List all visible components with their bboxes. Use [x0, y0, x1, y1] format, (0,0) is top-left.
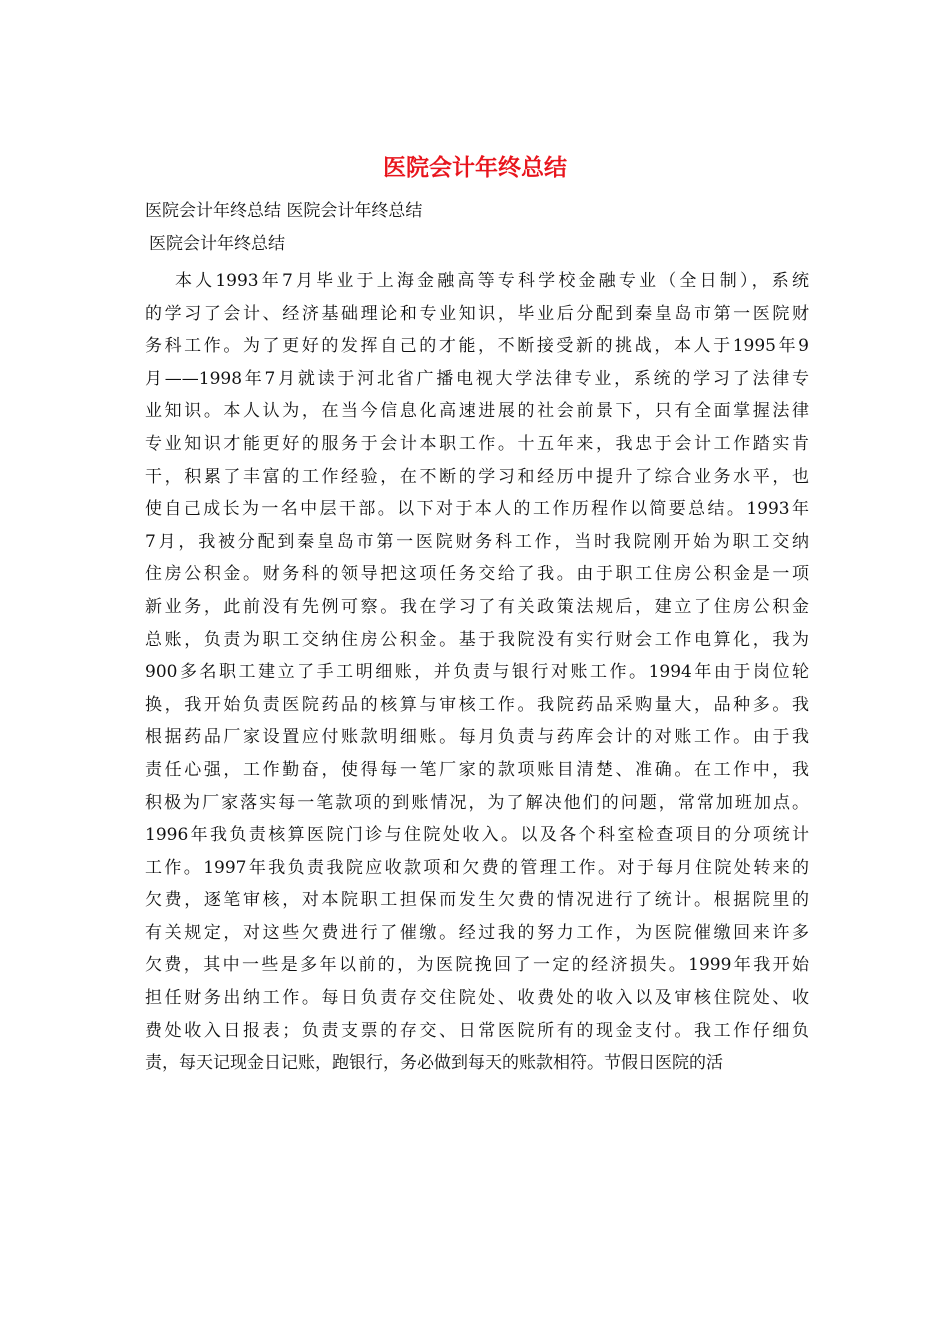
body-line: 有关规定，对这些欠费进行了催缴。经过我的努力工作，为医院催缴回来许多 — [145, 922, 809, 943]
subtitle-line-1: 医院会计年终总结 医院会计年终总结 — [145, 201, 423, 221]
body-line: 欠费，其中一些是多年以前的，为医院挽回了一定的经济损失。1999年我开始 — [145, 955, 809, 976]
body-paragraph — [145, 265, 809, 1080]
body-line: 责，每天记现金日记账，跑银行，务必做到每天的账款相符。节假日医院的活 — [145, 1053, 723, 1074]
body-line: 干，积累了丰富的工作经验，在不断的学习和经历中提升了综合业务水平，也 — [145, 466, 809, 487]
body-line: 积极为厂家落实每一笔款项的到账情况，为了解决他们的问题，常常加班加点。 — [145, 792, 809, 813]
body-line: 业知识。本人认为，在当今信息化高速进展的社会前景下，只有全面掌握法律 — [145, 401, 809, 422]
body-line: 费处收入日报表；负责支票的存交、日常医院所有的现金支付。我工作仔细负 — [145, 1020, 809, 1041]
document-title: 医院会计年终总结 — [383, 154, 567, 181]
body-line: 900多名职工建立了手工明细账，并负责与银行对账工作。1994年由于岗位轮 — [145, 662, 809, 683]
body-line: 的学习了会计、经济基础理论和专业知识，毕业后分配到秦皇岛市第一医院财 — [145, 303, 809, 324]
body-line: 责任心强，工作勤奋，使得每一笔厂家的款项账目清楚、准确。在工作中，我 — [145, 759, 809, 780]
body-line: 工作。1997年我负责我院应收款项和欠费的管理工作。对于每月住院处转来的 — [145, 857, 809, 878]
body-line: 住房公积金。财务科的领导把这项任务交给了我。由于职工住房公积金是一项 — [145, 564, 809, 585]
body-line: 换，我开始负责医院药品的核算与审核工作。我院药品采购量大，品种多。我 — [145, 694, 809, 715]
body-line: 欠费，逐笔审核，对本院职工担保而发生欠费的情况进行了统计。根据院里的 — [145, 890, 809, 911]
body-line: 使自己成长为一名中层干部。以下对于本人的工作历程作以简要总结。1993年 — [145, 499, 809, 520]
body-line: 本人1993年7月毕业于上海金融高等专科学校金融专业（全日制），系统 — [175, 271, 809, 291]
body-line: 担任财务出纳工作。每日负责存交住院处、收费处的收入以及审核住院处、收 — [145, 988, 809, 1009]
body-line: 月——1998年7月就读于河北省广播电视大学法律专业，系统的学习了法律专 — [145, 368, 809, 389]
body-line: 专业知识才能更好的服务于会计本职工作。十五年来，我忠于会计工作踏实肯 — [145, 433, 809, 454]
body-line: 1996年我负责核算医院门诊与住院处收入。以及各个科室检查项目的分项统计 — [145, 825, 809, 846]
body-line: 新业务，此前没有先例可察。我在学习了有关政策法规后，建立了住房公积金 — [145, 596, 809, 617]
body-line: 7月，我被分配到秦皇岛市第一医院财务科工作，当时我院刚开始为职工交纳 — [145, 531, 809, 552]
body-line: 总账，负责为职工交纳住房公积金。基于我院没有实行财会工作电算化，我为 — [145, 629, 809, 650]
subtitle-line-2: 医院会计年终总结 — [149, 234, 285, 254]
body-line: 务科工作。为了更好的发挥自己的才能，不断接受新的挑战，本人于1995年9 — [145, 336, 809, 357]
body-line: 根据药品厂家设置应付账款明细账。每月负责与药库会计的对账工作。由于我 — [145, 727, 809, 748]
